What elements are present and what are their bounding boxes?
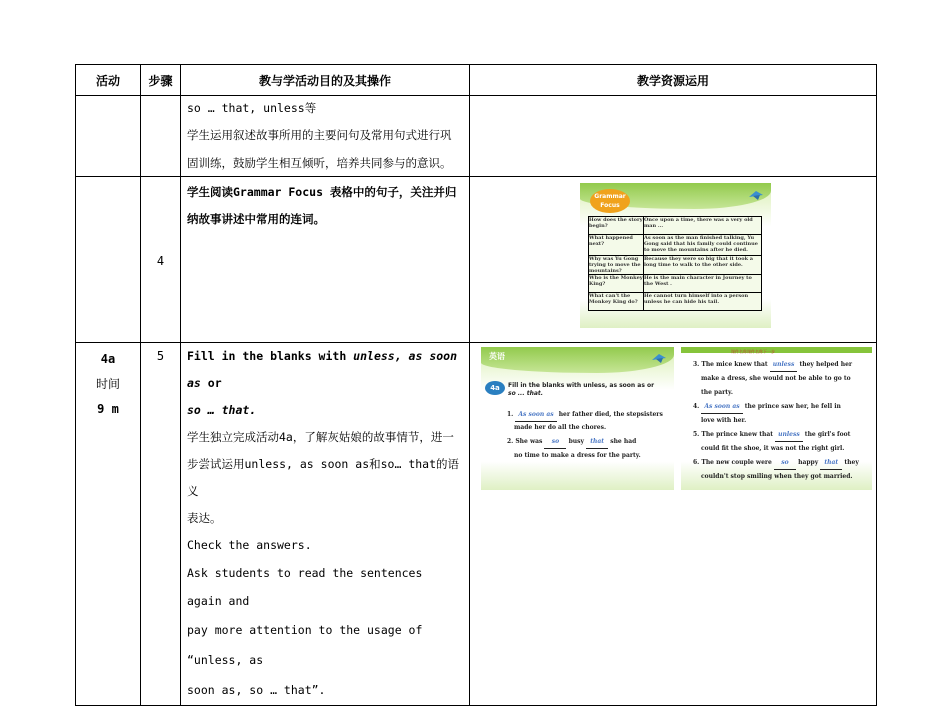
exercise-slide-b: [681, 347, 872, 490]
exercise-line: [693, 457, 859, 470]
text-line: so … that, unless等: [187, 101, 317, 115]
table-row: [589, 235, 762, 256]
answer-blank: so: [774, 457, 796, 470]
text-line: pay more attention to the usage of “unless, as: [187, 623, 423, 667]
instruction-line: [187, 397, 463, 424]
header-operation: 教与学活动目的及其操作: [181, 65, 470, 96]
grammar-focus-slide: [580, 183, 771, 328]
exercise-text: the girl's foot: [804, 431, 851, 438]
activity-cell: [76, 177, 141, 343]
answer-blank: As soon as: [701, 401, 742, 414]
exercise-line: the party.: [701, 389, 733, 396]
exercise-text: 2. She was: [507, 438, 543, 445]
instruction-text: Fill in the blanks with: [187, 349, 354, 363]
header-row: [76, 65, 877, 96]
exercise-text: 6. The new couple were: [693, 459, 772, 466]
exercise-line: couldn't stop smiling when they got married.: [701, 473, 853, 480]
exercise-line: no time to make a dress for the party.: [514, 452, 641, 459]
table-row: [76, 96, 877, 177]
table-row: [76, 177, 877, 343]
table-cell: As soon as the man finished talking, Yu Gong said that his family could continue to move the mountains after he died.: [644, 235, 762, 256]
text-line: 学生独立完成活动4a，了解灰姑娘的故事情节，进一: [187, 430, 454, 444]
exercise-text: happy: [798, 459, 819, 466]
step-cell: [141, 343, 181, 706]
slide-title-text: so ... that.: [508, 390, 544, 397]
table-row: [589, 275, 762, 293]
exercise-line: love with her.: [701, 417, 747, 424]
table-cell: He is the main character in Journey to the West .: [644, 275, 762, 293]
exercise-text: 4.: [693, 403, 700, 410]
table-cell: Once upon a time, there was a very old man ...: [644, 217, 762, 235]
time-label: 时间: [95, 377, 120, 391]
table-cell: What can't the Monkey King do?: [589, 293, 644, 311]
text-line: soon as, so … that”.: [187, 683, 326, 697]
table-row: [76, 343, 877, 706]
operation-cell: [181, 96, 470, 177]
exercise-slide-a: [481, 347, 674, 490]
step-cell: [141, 96, 181, 177]
exercise-line: [693, 429, 850, 442]
text-line: 学生阅读Grammar Focus 表格中的句子，关注并归: [187, 185, 457, 199]
header-activity: 活动: [76, 65, 141, 96]
answer-blank: unless: [775, 429, 803, 442]
answer-blank: that: [820, 457, 842, 470]
table-cell: Why was Yu Gong trying to move the mountains?: [589, 256, 644, 275]
answer-blank: so: [544, 436, 566, 449]
step-cell: [141, 177, 181, 343]
table-cell: How does the story begin?: [589, 217, 644, 235]
lesson-plan-table: [75, 64, 877, 706]
answer-blank: that: [586, 436, 608, 449]
instruction-line: [187, 343, 463, 397]
exercise-text: busy: [568, 438, 584, 445]
exercise-line: [693, 359, 852, 372]
answer-blank: As soon as: [515, 409, 556, 422]
answer-blank: unless: [770, 359, 798, 372]
exercise-line: made her do all the chores.: [514, 424, 607, 431]
text-line: 纳故事讲述中常用的连词。: [187, 212, 325, 226]
activity-label: 4a: [100, 352, 116, 366]
time-value: 9 m: [97, 402, 119, 416]
exercise-text: the prince saw her, he fell in: [744, 403, 841, 410]
step-number: 4: [156, 254, 165, 268]
slide-topbar: 课件名称课件名称下一步: [731, 349, 775, 354]
exercise-text: 3. The mice knew that: [693, 361, 768, 368]
exercise-text: her father died, the stepsisters: [558, 411, 663, 418]
table-row: [589, 293, 762, 311]
badge-text: Grammar: [594, 193, 626, 200]
slide-title-text: Fill in the blanks with unless, as soon as or: [508, 382, 655, 389]
table-cell: Who is the Monkey King?: [589, 275, 644, 293]
resource-cell: [470, 96, 877, 177]
slide-title: [508, 382, 654, 398]
slide-header-wave: [681, 347, 872, 353]
text-line: Ask students to read the sentences again and: [187, 566, 423, 608]
table-cell: He cannot turn himself into a person unless he can hide his tail.: [644, 293, 762, 311]
operation-cell: [181, 177, 470, 343]
step-number: 5: [156, 349, 165, 363]
text-line: 固训练，鼓励学生相互倾听，培养共同参与的意识。: [187, 156, 452, 170]
instruction-italic: unless, as soon as: [187, 349, 458, 390]
exercise-line: [507, 436, 636, 449]
text-line: 表达。: [187, 511, 222, 525]
activity-cell: [76, 96, 141, 177]
english-logo: 英语: [489, 352, 505, 361]
activity-cell: [76, 343, 141, 706]
exercise-text: she had: [610, 438, 637, 445]
instruction-text: or: [200, 376, 222, 390]
text-line: Check the answers.: [187, 538, 312, 552]
activity-badge: 4a: [485, 381, 505, 395]
text-line: 学生运用叙述故事所用的主要问句及常用句式进行巩: [187, 128, 452, 142]
resource-cell: [470, 343, 877, 706]
exercise-line: [507, 409, 663, 422]
resource-cell: [470, 177, 877, 343]
text-line: 步尝试运用unless, as soon as和so… that的语义: [187, 457, 460, 498]
operation-cell: [181, 343, 470, 706]
exercise-line: [693, 401, 841, 414]
header-step: 步骤: [141, 65, 181, 96]
exercise-line: make a dress, she would not be able to go to: [701, 375, 851, 382]
grammar-focus-badge: [590, 189, 630, 213]
instruction-italic: so … that.: [187, 403, 257, 417]
exercise-text: 5. The prince knew that: [693, 431, 774, 438]
exercise-text: they helped her: [799, 361, 853, 368]
bird-icon: [650, 352, 668, 364]
badge-text: Focus: [600, 202, 620, 209]
exercise-text: 1.: [507, 411, 514, 418]
exercise-text: they: [844, 459, 859, 466]
exercise-line: could fit the shoe, it was not the right girl.: [701, 445, 845, 452]
grammar-focus-table: [588, 216, 762, 311]
table-cell: Because they were so big that it took a long time to walk to the other side.: [644, 256, 762, 275]
bird-icon: [747, 189, 765, 201]
table-row: [589, 256, 762, 275]
table-cell: What happened next?: [589, 235, 644, 256]
header-resources: 教学资源运用: [470, 65, 877, 96]
table-row: [589, 217, 762, 235]
